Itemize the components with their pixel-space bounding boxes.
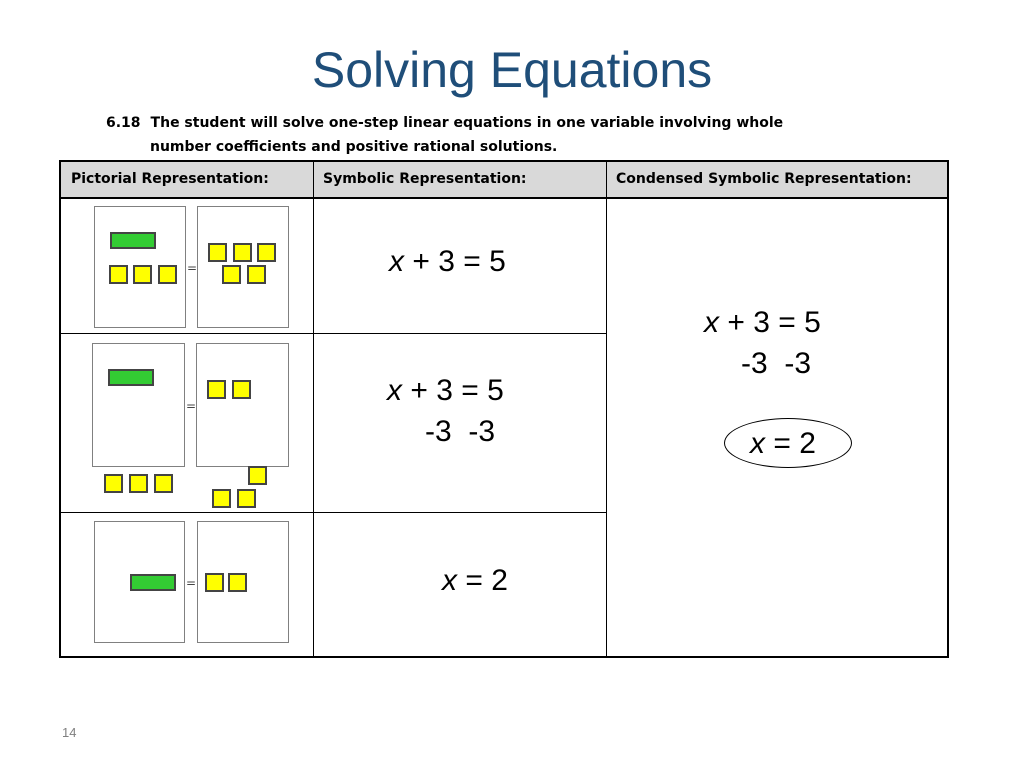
standard-text [106,111,866,159]
equation-rest: + 3 = 5 [719,306,821,339]
condensed-equation [704,305,821,341]
equation-mat-left [92,343,185,467]
header-condensed: Condensed Symbolic Representation: [616,171,912,187]
symbolic-equation-row1 [389,244,506,280]
unit-tile [248,466,267,485]
header-symbolic: Symbolic Representation: [323,171,527,187]
unit-tile [104,474,123,493]
condensed-answer [750,426,816,462]
variable-tile [130,574,176,591]
unit-tile [133,265,152,284]
standard-line-2: number coefficients and positive rational solutions. [150,139,558,155]
unit-tile [233,243,252,262]
equation-mat-right [197,206,289,328]
unit-tile [109,265,128,284]
header-pictorial: Pictorial Representation: [71,171,269,187]
unit-tile [237,489,256,508]
standard-line-1 [106,111,866,135]
table-header-row [61,162,947,199]
equals-sign: = [186,399,197,413]
variable-tile [108,369,154,386]
equals-sign: = [186,576,197,590]
symbolic-equation-row3 [442,563,508,599]
slide-title: Solving Equations [311,42,713,98]
equation-rest: = 2 [765,427,816,460]
variable-x: x [704,306,719,339]
symbolic-equation-row2 [387,373,504,409]
variable-x: x [442,564,457,597]
unit-tile [154,474,173,493]
variable-tile [110,232,156,249]
equation-rest: = 2 [457,564,508,597]
standard-line-1-text: The student will solve one-step linear equations in one variable involving whole [150,115,784,131]
row-divider [61,512,606,513]
unit-tile [207,380,226,399]
symbolic-subtraction-row2: -3 -3 [425,415,496,448]
column-divider [313,162,314,656]
unit-tile [222,265,241,284]
variable-x: x [387,374,402,407]
unit-tile [228,573,247,592]
unit-tile [247,265,266,284]
equation-rest: + 3 = 5 [402,374,504,407]
page-number: 14 [62,725,77,740]
column-divider [606,162,607,656]
unit-tile [205,573,224,592]
unit-tile [257,243,276,262]
unit-tile [158,265,177,284]
equals-sign: = [187,261,198,275]
equation-mat-right [196,343,289,467]
unit-tile [232,380,251,399]
unit-tile [208,243,227,262]
standard-number: 6.18 [106,115,141,131]
variable-x: x [750,427,765,460]
equation-rest: + 3 = 5 [404,245,506,278]
variable-x: x [389,245,404,278]
condensed-subtraction: -3 -3 [741,347,812,380]
unit-tile [212,489,231,508]
row-divider [61,333,606,334]
unit-tile [129,474,148,493]
